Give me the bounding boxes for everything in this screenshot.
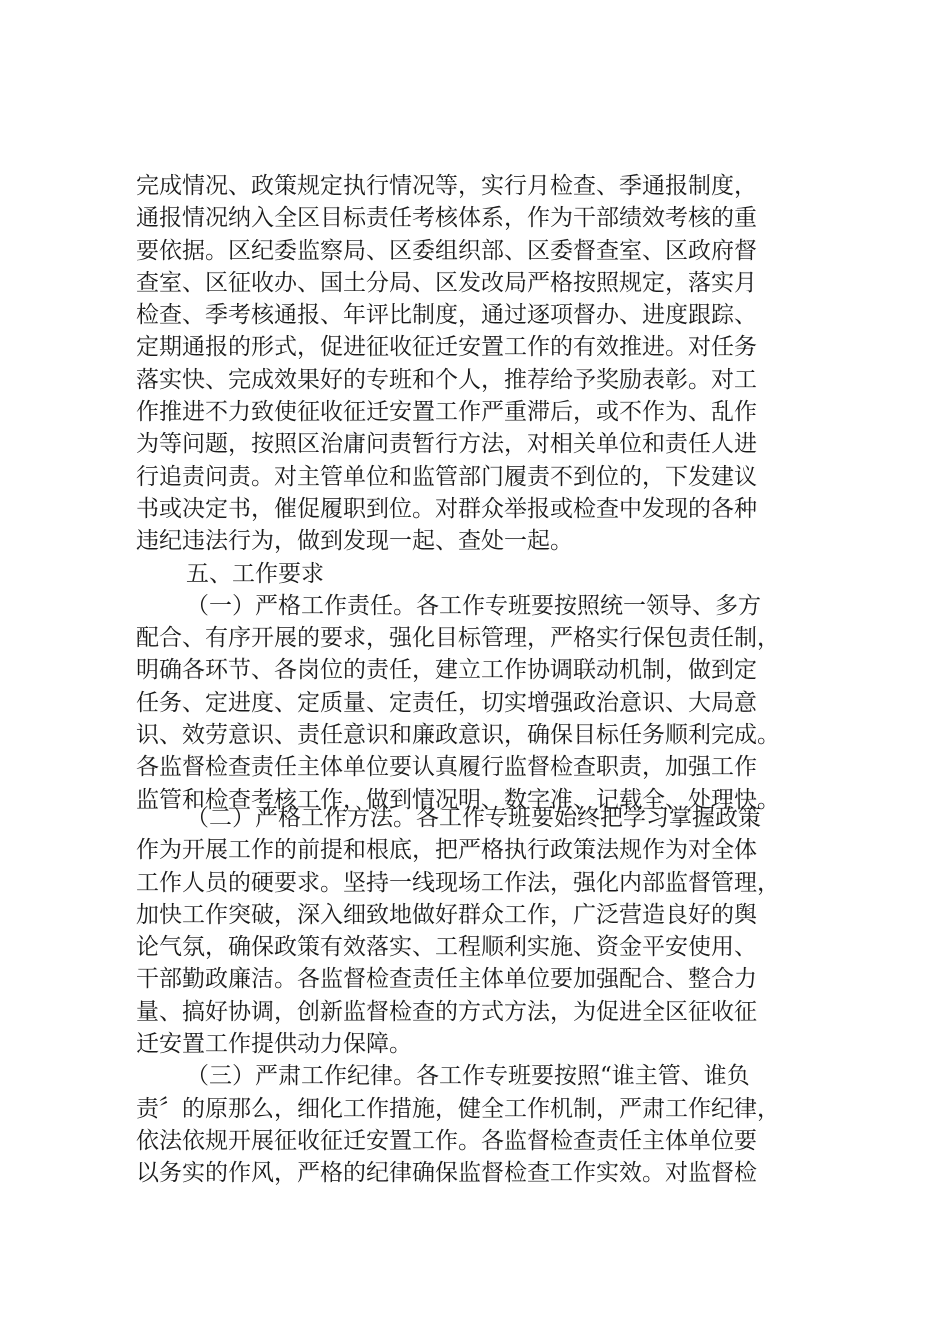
text-line: 行追责问责。对主管单位和监管部门履责不到位的，下发建议 bbox=[136, 463, 757, 490]
text-line: （一）严格工作责任。各工作专班要按照统一领导、多方 bbox=[186, 592, 761, 619]
text-line: 定期通报的形式，促进征收征迁安置工作的有效推进。对任务 bbox=[136, 334, 757, 361]
text-line: 加快工作突破，深入细致地做好群众工作，广泛营造良好的舆 bbox=[136, 901, 757, 928]
text-line: （二）严格工作方法。各工作专班要始终把学习掌握政策 bbox=[186, 805, 761, 831]
text-line: 依法依规开展征收征迁安置工作。各监督检查责任主体单位要 bbox=[136, 1127, 757, 1154]
text-line: 配合、有序开展的要求，强化目标管理，严格实行保包责任制， bbox=[136, 625, 780, 652]
text-line: 为等问题，按照区治庸问责暂行方法，对相关单位和责任人进 bbox=[136, 431, 757, 458]
text-line: 任务、定进度、定质量、定责任，切实增强政治意识、大局意 bbox=[136, 689, 757, 716]
text-line: 工作人员的硬要求。坚持一线现场工作法，强化内部监督管理， bbox=[136, 869, 780, 896]
text-line: 检查、季考核通报、年评比制度，通过逐项督办、进度跟踪、 bbox=[136, 302, 757, 329]
text-line: 作推进不力致使征收征迁安置工作严重滞后，或不作为、乱作 bbox=[136, 399, 757, 426]
text-line: 识、效劳意识、责任意识和廉政意识，确保目标任务顺利完成。 bbox=[136, 722, 780, 749]
section-heading: 五、工作要求 bbox=[186, 560, 324, 587]
paragraph-supervision bbox=[136, 170, 836, 816]
text-line: 监管和检查考核工作，做到情况明、数字准、记载全、处理快。 bbox=[136, 786, 780, 813]
text-line: 各监督检查责任主体单位要认真履行监督检查职责，加强工作 bbox=[136, 754, 757, 781]
text-line: 查室、区征收办、国土分局、区发改局严格按照规定，落实月 bbox=[136, 269, 757, 296]
text-line: 量、搞好协调，创新监督检查的方式方法，为促进全区征收征 bbox=[136, 998, 757, 1025]
text-line: 完成情况、政策规定执行情况等，实行月检查、季通报制度， bbox=[136, 173, 757, 199]
text-line: 干部勤政廉洁。各监督检查责任主体单位要加强配合、整合力 bbox=[136, 966, 757, 993]
text-line: 明确各环节、各岗位的责任，建立工作协调联动机制，做到定 bbox=[136, 657, 757, 684]
text-line: 作为开展工作的前提和根底，把严格执行政策法规作为对全体 bbox=[136, 837, 757, 864]
text-line: 以务实的作风，严格的纪律确保监督检查工作实效。对监督检 bbox=[136, 1160, 757, 1187]
text-line: 违纪违法行为，做到发现一起、查处一起。 bbox=[136, 528, 573, 555]
text-line: 论气氛，确保政策有效落实、工程顺利实施、资金平安使用、 bbox=[136, 934, 757, 961]
text-line: 责〞的原那么，细化工作措施，健全工作机制，严肃工作纪律， bbox=[136, 1095, 780, 1122]
text-line: 通报情况纳入全区目标责任考核体系，作为干部绩效考核的重 bbox=[136, 205, 757, 232]
paragraph-method bbox=[136, 802, 836, 1190]
text-line: 迁安置工作提供动力保障。 bbox=[136, 1031, 412, 1058]
text-line: 落实快、完成效果好的专班和个人，推荐给予奖励表彰。对工 bbox=[136, 366, 757, 393]
text-line: 要依据。区纪委监察局、区委组织部、区委督查室、区政府督 bbox=[136, 237, 757, 264]
text-line: （三）严肃工作纪律。各工作专班要按照“谁主管、谁负 bbox=[186, 1063, 750, 1090]
text-line: 书或决定书，催促履职到位。对群众举报或检查中发现的各种 bbox=[136, 495, 757, 522]
